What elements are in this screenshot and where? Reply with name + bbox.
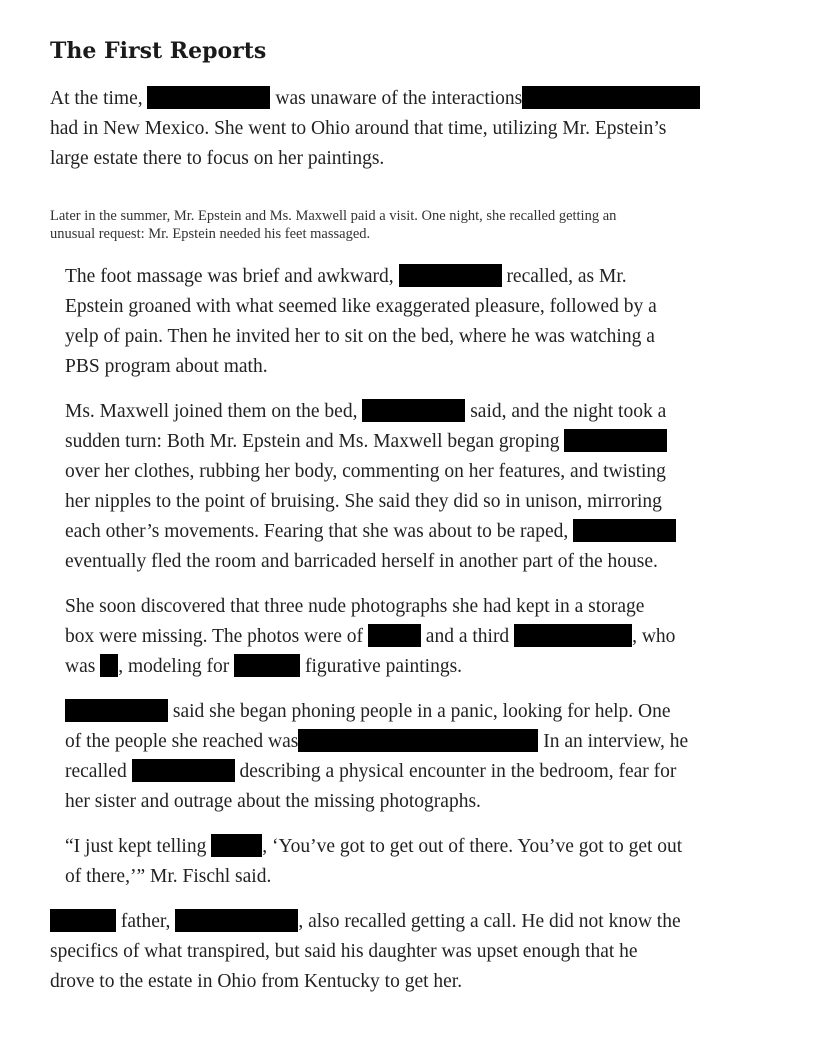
redaction-bar bbox=[564, 429, 667, 452]
text-fragment: recalled, as Mr. bbox=[501, 266, 627, 287]
text-line bbox=[65, 622, 675, 652]
text-fragment: was unaware of the interactions bbox=[270, 88, 523, 109]
redaction-bar bbox=[514, 624, 632, 647]
paragraph-2 bbox=[65, 262, 657, 382]
text-line: Later in the summer, Mr. Epstein and Ms. Maxwell paid a visit. One night, she recalled getting an bbox=[50, 208, 617, 224]
text-line: unusual request: Mr. Epstein needed his feet massaged. bbox=[50, 226, 371, 242]
text-line bbox=[50, 907, 681, 937]
text-line: drove to the estate in Ohio from Kentucky to get her. bbox=[50, 971, 463, 992]
text-fragment: In an interview, he bbox=[538, 731, 689, 752]
text-line: had in New Mexico. She went to Ohio around that time, utilizing Mr. Epstein’s bbox=[50, 118, 667, 139]
redaction-bar bbox=[211, 834, 262, 857]
section-heading: The First Reports bbox=[50, 38, 267, 64]
text-fragment: said she began phoning people in a panic, looking for help. One bbox=[168, 701, 671, 722]
text-fragment: each other’s movements. Fearing that she was about to be raped, bbox=[65, 521, 569, 542]
text-line: specifics of what transpired, but said his daughter was upset enough that he bbox=[50, 941, 638, 962]
paragraph-1 bbox=[50, 84, 700, 174]
text-line: her nipples to the point of bruising. She said they did so in unison, mirroring bbox=[65, 491, 662, 512]
text-fragment: father, bbox=[116, 911, 171, 932]
text-line: her sister and outrage about the missing photographs. bbox=[65, 791, 481, 812]
redaction-bar bbox=[132, 759, 235, 782]
text-fragment: describing a physical encounter in the bedroom, fear for bbox=[234, 761, 677, 782]
text-line bbox=[65, 697, 688, 727]
redaction-bar bbox=[368, 624, 421, 647]
text-line: PBS program about math. bbox=[65, 356, 268, 377]
text-fragment: recalled bbox=[65, 761, 127, 782]
redaction-bar bbox=[522, 86, 700, 109]
redaction-bar bbox=[234, 654, 300, 677]
text-fragment: was bbox=[65, 656, 96, 677]
text-fragment: At the time, bbox=[50, 88, 143, 109]
redaction-bar bbox=[50, 909, 116, 932]
redaction-bar bbox=[65, 699, 168, 722]
text-line: of there,’” Mr. Fischl said. bbox=[65, 866, 272, 887]
text-line bbox=[65, 652, 675, 682]
paragraph-5 bbox=[65, 697, 688, 817]
text-line: Epstein groaned with what seemed like exaggerated pleasure, followed by a bbox=[65, 296, 657, 317]
text-line bbox=[65, 397, 676, 427]
paragraph-4 bbox=[65, 592, 675, 682]
text-fragment: box were missing. The photos were of bbox=[65, 626, 364, 647]
text-fragment: , also recalled getting a call. He did not know the bbox=[298, 911, 681, 932]
text-line bbox=[65, 727, 688, 757]
text-line: She soon discovered that three nude photographs she had kept in a storage bbox=[65, 596, 645, 617]
text-line bbox=[65, 517, 676, 547]
text-fragment: , ‘You’ve got to get out of there. You’ve got to get out bbox=[262, 836, 683, 857]
text-line: over her clothes, rubbing her body, commenting on her features, and twisting bbox=[65, 461, 666, 482]
redaction-bar bbox=[399, 264, 502, 287]
paragraph-6 bbox=[65, 832, 682, 892]
text-line bbox=[65, 262, 657, 292]
redaction-bar bbox=[147, 86, 270, 109]
redaction-bar bbox=[362, 399, 465, 422]
text-line bbox=[65, 757, 688, 787]
text-line bbox=[50, 84, 700, 114]
redaction-bar bbox=[100, 654, 118, 677]
text-line bbox=[65, 427, 676, 457]
text-fragment: “I just kept telling bbox=[65, 836, 207, 857]
text-fragment: of the people she reached was bbox=[65, 731, 299, 752]
text-fragment: said, and the night took a bbox=[465, 401, 667, 422]
text-fragment: , who bbox=[632, 626, 676, 647]
paragraph-3 bbox=[65, 397, 676, 577]
text-fragment: sudden turn: Both Mr. Epstein and Ms. Maxwell began groping bbox=[65, 431, 560, 452]
paragraph-7 bbox=[50, 907, 681, 997]
text-fragment: figurative paintings. bbox=[300, 656, 463, 677]
text-fragment: Ms. Maxwell joined them on the bed, bbox=[65, 401, 358, 422]
text-line: yelp of pain. Then he invited her to sit on the bed, where he was watching a bbox=[65, 326, 655, 347]
text-line: large estate there to focus on her paintings. bbox=[50, 148, 385, 169]
text-line bbox=[65, 832, 682, 862]
redaction-bar bbox=[175, 909, 298, 932]
text-fragment: , modeling for bbox=[118, 656, 230, 677]
redaction-bar bbox=[573, 519, 676, 542]
text-line: eventually fled the room and barricaded herself in another part of the house. bbox=[65, 551, 658, 572]
text-fragment: and a third bbox=[420, 626, 510, 647]
text-fragment: The foot massage was brief and awkward, bbox=[65, 266, 394, 287]
small-paragraph bbox=[50, 207, 770, 243]
redaction-bar bbox=[298, 729, 538, 752]
